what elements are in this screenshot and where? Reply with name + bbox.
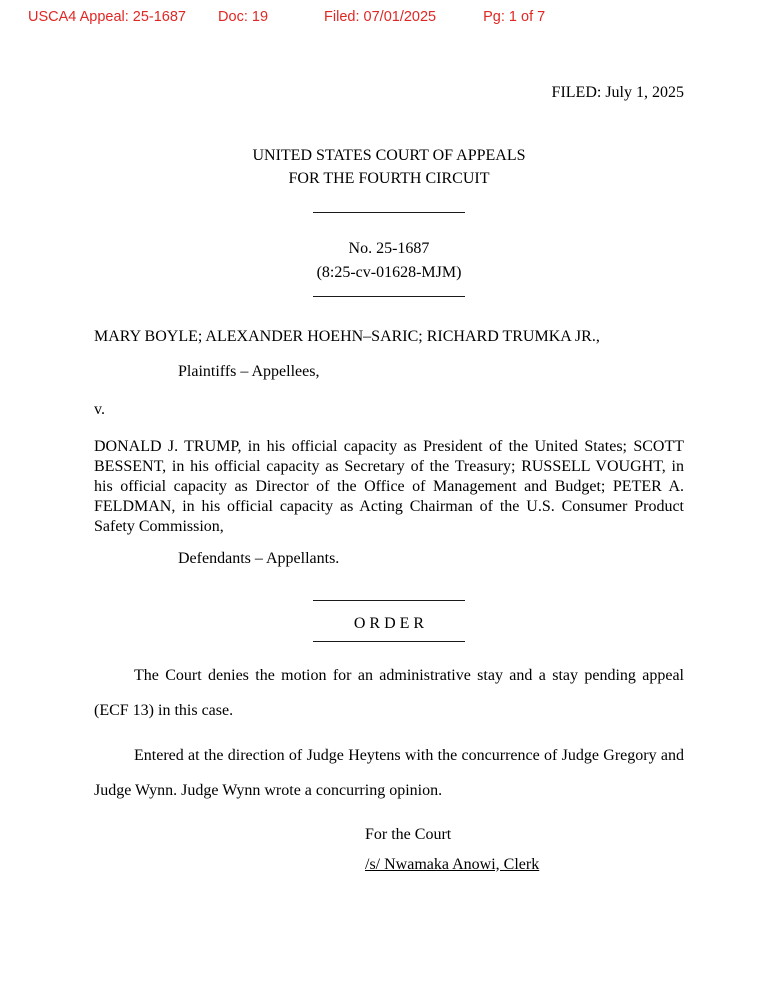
for-the-court-line: For the Court: [365, 825, 452, 843]
defendants-names: DONALD J. TRUMP, in his official capacity as President of the United States; SCOTT BESSENT, in his official capacity as Secretary of the Treasury; RUSSELL VOUGHT, in his official capacity as Director of the Office of Management and Budget; PETER A. FELDMAN, in his official capacity as Acting Chairman of the U.S. Consumer Product Safety Commission,: [94, 437, 684, 535]
court-name-line1: UNITED STATES COURT OF APPEALS: [252, 147, 526, 164]
plaintiffs-role: Plaintiffs – Appellees,: [178, 362, 320, 380]
court-name: [94, 144, 684, 190]
separator-rule: [313, 641, 465, 642]
case-stamp-header: [28, 9, 545, 25]
stamp-page-number: Pg: 1 of 7: [483, 9, 546, 25]
stamp-appeal-number: USCA4 Appeal: 25-1687: [28, 9, 186, 25]
clerk-signature: /s/ Nwamaka Anowi, Clerk: [365, 855, 540, 873]
versus-line: v.: [94, 400, 105, 418]
order-title: O R D E R: [353, 614, 425, 632]
separator-rule: [313, 212, 465, 213]
separator-rule: [313, 600, 465, 601]
plaintiffs-names: MARY BOYLE; ALEXANDER HOEHN–SARIC; RICHARD TRUMKA JR.,: [94, 327, 600, 345]
defendants-role: Defendants – Appellants.: [178, 549, 340, 567]
separator-rule: [313, 296, 465, 297]
case-numbers: [94, 237, 684, 283]
filed-date-line: FILED: July 1, 2025: [551, 84, 684, 101]
court-name-line2: FOR THE FOURTH CIRCUIT: [288, 170, 490, 188]
order-paragraph-1: The Court denies the motion for an administrative stay and a stay pending appeal (ECF 13) in this case.: [94, 666, 684, 719]
appeal-case-number: No. 25-1687: [348, 240, 430, 258]
stamp-filed-date: Filed: 07/01/2025: [324, 9, 437, 25]
district-case-number: (8:25-cv-01628-MJM): [316, 263, 462, 281]
stamp-doc-number: Doc: 19: [218, 9, 269, 25]
order-paragraph-2: Entered at the direction of Judge Heytens with the concurrence of Judge Gregory and Judge Wynn. Judge Wynn wrote a concurring opinion.: [94, 747, 684, 800]
